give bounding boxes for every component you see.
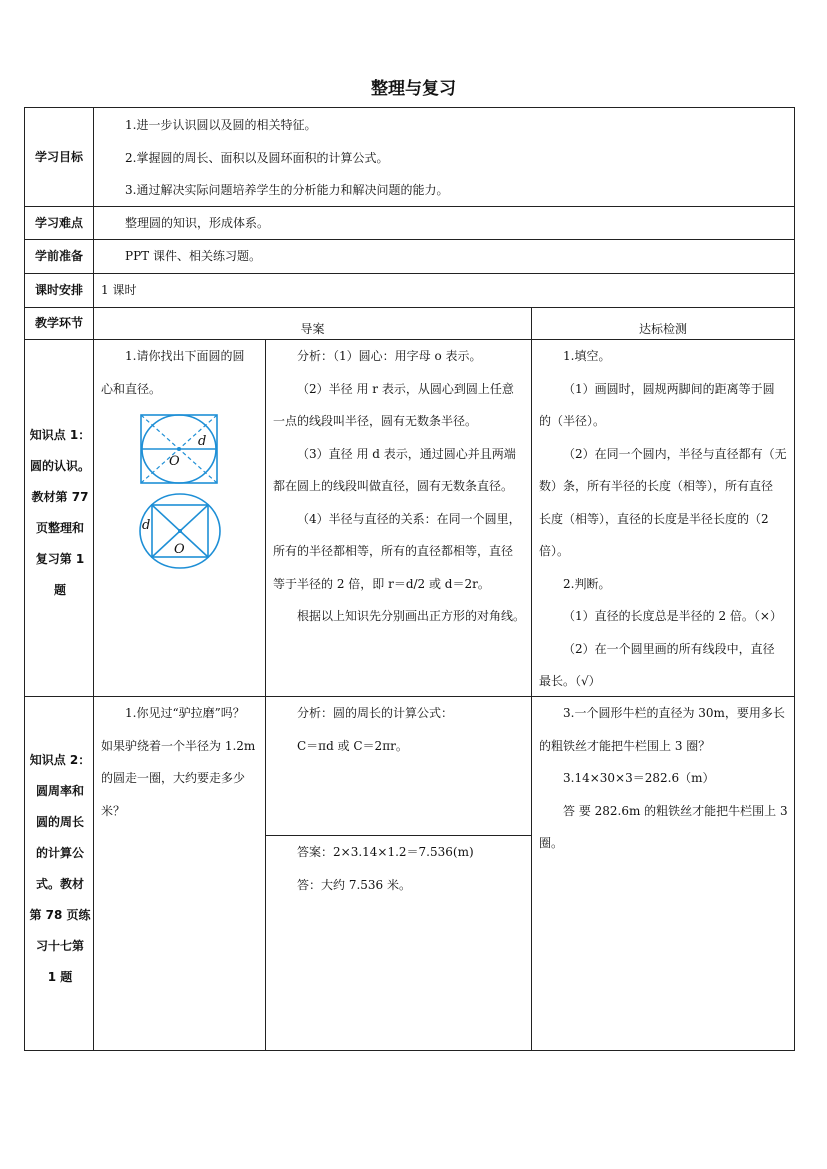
objective-item: 2.掌握圆的周长、面积以及圆环面积的计算公式。 — [125, 150, 389, 165]
center-point — [177, 447, 181, 451]
analysis-line: 分析：圆的周长的计算公式： — [297, 706, 454, 720]
section1-analysis — [273, 340, 527, 633]
objectives-label: 学习目标 — [34, 150, 83, 164]
check-line: 2.判断。 — [563, 576, 611, 591]
analysis-line: 分析：（1）圆心：用字母 o 表示。 — [297, 349, 482, 363]
difficulty-text: 整理圆的知识，形成体系。 — [125, 216, 270, 230]
analysis-line: 一点的线段叫半径，圆有无数条半径。 — [273, 414, 478, 428]
check-line: 长度（相等），直径的长度是半径长度的（2 — [539, 511, 769, 526]
answer-line: 答：大约 7.536 米。 — [297, 877, 411, 892]
analysis-line: 都在圆上的线段叫做直径，圆有无数条直径。 — [273, 479, 514, 493]
check-line: （1）直径的长度总是半径的 2 倍。（×） — [563, 609, 782, 623]
preparation-label: 学前准备 — [34, 249, 83, 263]
center-point — [178, 529, 182, 533]
section2-label — [29, 745, 91, 993]
section-label-line: 教材第 77 — [31, 490, 89, 504]
column-header-stage: 教学环节 — [34, 316, 83, 330]
section2-question — [101, 697, 263, 827]
analysis-line: 根据以上知识先分别画出正方形的对角线。 — [297, 609, 526, 623]
diameter-label: d — [198, 434, 207, 449]
section-label-line: 圆的认识。 — [29, 459, 90, 473]
section1-question — [101, 340, 261, 405]
check-line: 的（半径）。 — [539, 414, 606, 428]
check-line: 3.一个圆形牛栏的直径为 30m，要用多长 — [563, 706, 785, 720]
section-label-line: 题 — [53, 583, 66, 597]
circle-square-figure — [139, 413, 221, 485]
check-line: 答 要 282.6m 的粗铁丝才能把牛栏围上 3 — [563, 803, 788, 818]
section-label-line: 式。教材 — [35, 877, 84, 891]
difficulty-label: 学习难点 — [34, 216, 83, 230]
section2-analysis — [273, 697, 527, 762]
analysis-line: （2）半径 用 r 表示，从圆心到圆上任意 — [297, 381, 514, 396]
analysis-line: 所有的半径都相等，所有的直径都相等，直径 — [273, 544, 514, 558]
section-label-line: 页整理和 — [35, 521, 84, 535]
analysis-line: 等于半径的 2 倍，即 r＝d/2 或 d＝2r。 — [273, 576, 490, 591]
section2-answer — [273, 836, 527, 901]
check-line: 数）条，所有半径的长度（相等），所有直径 — [539, 479, 774, 493]
analysis-line: （4）半径与直径的关系：在同一个圆里， — [297, 511, 521, 526]
section-label-line: 圆周率和 — [35, 784, 84, 798]
section-label-line: 复习第 1 — [35, 552, 85, 566]
question-line: 米？ — [101, 803, 126, 818]
section-label-line: 圆的周长 — [35, 815, 84, 829]
section2-check — [539, 697, 791, 860]
question-line: 1.请你找出下面圆的圆 — [125, 349, 245, 363]
section-label-line: 1 题 — [47, 970, 73, 984]
question-line: 心和直径。 — [101, 381, 162, 396]
question-line: 如果驴绕着一个半径为 1.2m — [101, 738, 256, 753]
section-label-line: 的计算公 — [35, 846, 84, 860]
answer-line: 答案：2×3.14×1.2＝7.536(m) — [297, 845, 474, 859]
section-label-line: 习十七第 — [35, 939, 84, 953]
check-line: 倍）。 — [539, 544, 570, 558]
section-label-line: 知识点 2： — [29, 753, 91, 767]
analysis-line: （3）直径 用 d 表示，通过圆心并且两端 — [297, 446, 516, 461]
question-line: 1.你见过“驴拉磨”吗？ — [125, 706, 245, 720]
section-label-line: 知识点 1： — [29, 428, 91, 442]
center-label: O — [169, 454, 180, 469]
center-label: O — [174, 542, 185, 557]
page-title: 整理与复习 — [371, 79, 456, 99]
section1-label — [29, 420, 91, 606]
check-line: （1）画圆时，圆规两脚间的距离等于圆 — [563, 381, 775, 396]
section-label-line: 第 78 页练 — [29, 908, 91, 922]
schedule-text: 1 课时 — [101, 283, 137, 297]
diameter-label: d — [142, 518, 151, 533]
section1-check — [539, 340, 791, 698]
schedule-label: 课时安排 — [34, 283, 83, 297]
preparation-text: PPT 课件、相关练习题。 — [125, 249, 261, 263]
check-line: 最长。（√） — [539, 674, 601, 688]
column-header-guide: 导案 — [300, 322, 325, 336]
check-line: 圈。 — [539, 836, 564, 850]
check-line: 3.14×30×3＝282.6（m） — [563, 771, 715, 785]
check-line: （2）在同一个圆内，半径与直径都有（无 — [563, 446, 787, 461]
square-in-circle-figure — [137, 491, 223, 571]
check-line: 的粗铁丝才能把牛栏围上 3 圈？ — [539, 738, 711, 753]
lesson-table — [24, 107, 795, 1051]
column-header-check: 达标检测 — [638, 322, 687, 336]
question-line: 的圆走一圈，大约要走多少 — [101, 771, 246, 785]
check-line: （2）在一个圆里画的所有线段中，直径 — [563, 641, 775, 656]
objective-item: 3.通过解决实际问题培养学生的分析能力和解决问题的能力。 — [125, 183, 449, 197]
objectives-list — [125, 109, 785, 207]
check-line: 1.填空。 — [563, 349, 611, 363]
analysis-line: C＝πd 或 C＝2πr。 — [297, 738, 408, 753]
objective-item: 1.进一步认识圆以及圆的相关特征。 — [125, 118, 317, 132]
